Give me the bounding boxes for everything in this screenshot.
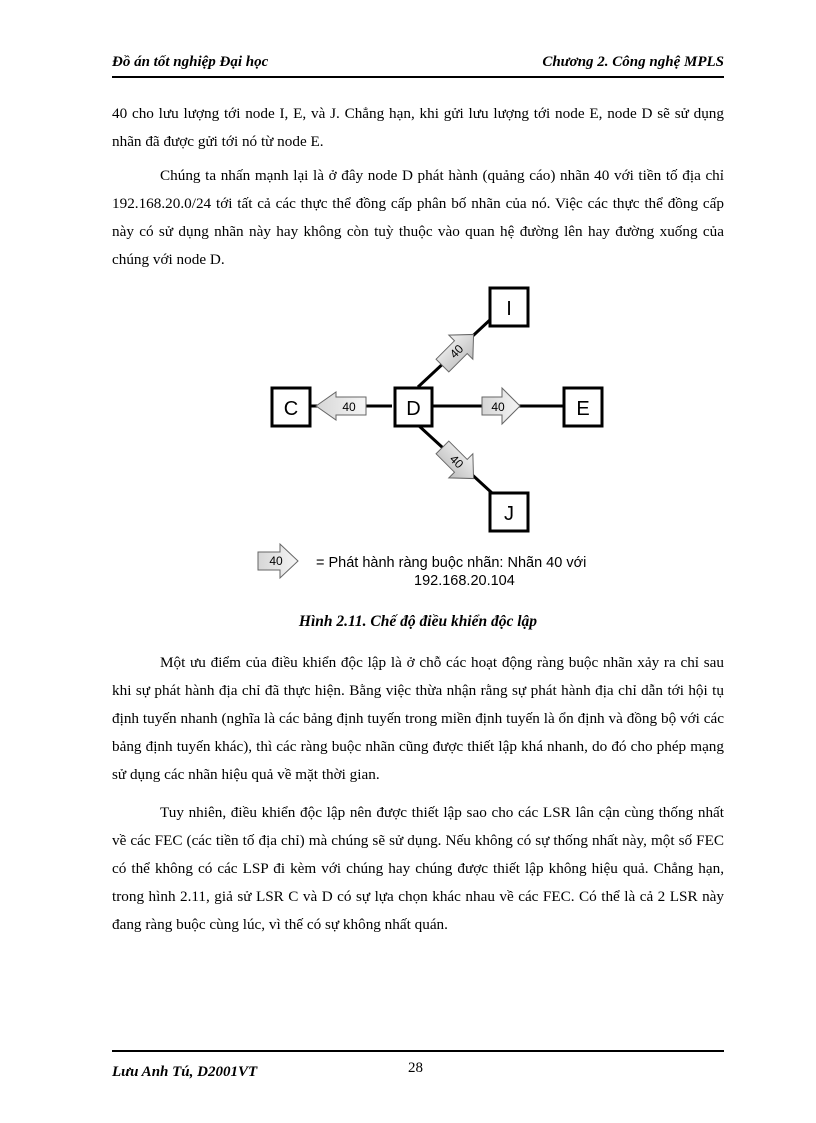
footer-author: Lưu Anh Tú, D2001VT: [112, 1064, 258, 1080]
node-e: [564, 388, 602, 426]
page-footer: [112, 1050, 724, 1082]
legend-line-2: 192.168.20.104: [414, 573, 515, 589]
node-j-label: J: [504, 503, 514, 525]
label-arrow-to-j-text: 40: [446, 451, 467, 472]
legend: [258, 544, 586, 589]
figure-caption: Hình 2.11. Chế độ điều khiển độc lập: [298, 613, 538, 630]
node-c-label: C: [283, 398, 299, 420]
body-text-top: [112, 100, 724, 274]
body-text-bottom: [112, 649, 724, 939]
label-arrow-to-c-text: 40: [342, 400, 356, 414]
figure-label-distribution: [240, 278, 620, 598]
header-right-title: Chương 2. Công nghệ MPLS: [542, 54, 724, 70]
legend-line-1: = Phát hành ràng buộc nhãn: Nhãn 40 với: [316, 555, 587, 571]
node-i-label: I: [506, 298, 512, 320]
label-arrow-to-e-text: 40: [491, 400, 505, 414]
legend-arrow-text: 40: [269, 554, 283, 568]
node-d-label: D: [406, 398, 421, 420]
page-number: 28: [408, 1060, 423, 1076]
node-d: [395, 388, 432, 426]
label-arrow-to-c: [316, 392, 366, 420]
label-arrow-to-e: [482, 388, 520, 424]
header-left-title: Đồ án tốt nghiệp Đại học: [112, 54, 269, 70]
paragraph-4: Tuy nhiên, điều khiển độc lập nên được thiết lập sao cho các LSR lân cận cùng thống nhất về các FEC (các tiền tố địa chỉ) mà chúng sẽ sử dụng. Nếu không có sự thống nhất này, một số FEC có thể không có các LSP đi kèm với chúng hay chúng được thiết lập không hiệu quả. Chẳng hạn, trong hình 2.11, giả sử LSR C và D có sự lựa chọn khác nhau về các FEC. Có thể là cả 2 LSR này đang ràng buộc cùng lúc, vì thế có sự không nhất quán.: [112, 804, 724, 933]
paragraph-1: 40 cho lưu lượng tới node I, E, và J. Chẳng hạn, khi gửi lưu lượng tới node E, node D sẽ sử dụng nhãn đã được gửi tới nó từ node E.: [112, 105, 724, 150]
label-arrow-to-i-text: 40: [446, 341, 467, 362]
node-c: [272, 388, 310, 426]
node-e-label: E: [576, 398, 590, 420]
node-j: [490, 493, 528, 531]
page-header: [112, 50, 724, 78]
paragraph-2: Chúng ta nhấn mạnh lại là ở đây node D phát hành (quảng cáo) nhãn 40 với tiền tố địa chỉ 192.168.20.0/24 tới tất cả các thực thể đồng cấp phân bố nhãn của nó. Việc các thực thể đồng cấp này có sử dụng nhãn này hay không còn tuỳ thuộc vào quan hệ đường lên hay đường xuống của chúng với node D.: [112, 167, 724, 268]
paragraph-3: Một ưu điểm của điều khiển độc lập là ở chỗ các hoạt động ràng buộc nhãn xảy ra chỉ sau khi sự phát hành địa chỉ đã thực hiện. Bằng việc thừa nhận rằng sự phát hành địa chỉ dẫn tới hội tụ định tuyến nhanh (nghĩa là các bảng định tuyến trong miền định tuyến là ổn định và đồng bộ với các bảng định tuyến khác), thì các ràng buộc nhãn cũng được thiết lập khá nhanh, do đó cho phép mạng sử dụng các nhãn hiệu quả về mặt thời gian.: [112, 654, 724, 783]
node-i: [490, 288, 528, 326]
